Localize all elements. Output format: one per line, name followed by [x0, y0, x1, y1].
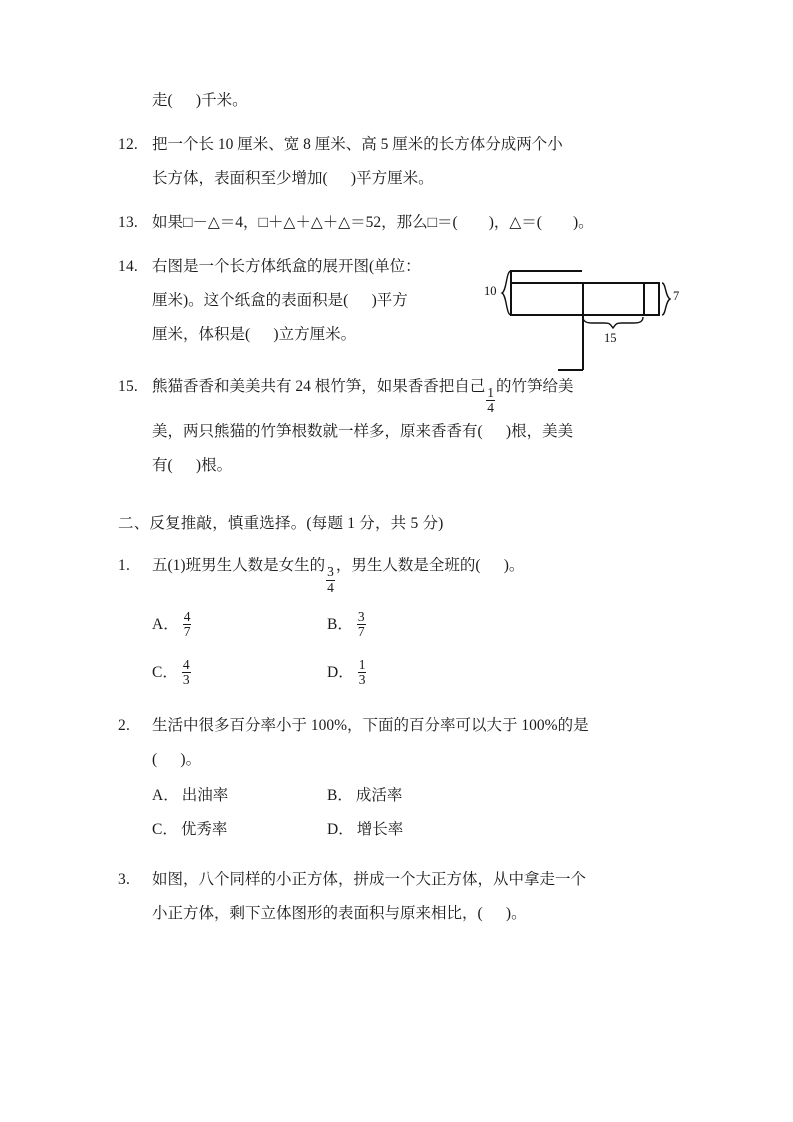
- q14-line3-text-b: )立方厘米。: [273, 326, 357, 343]
- spacer: [118, 198, 680, 206]
- s2q2-choice-b-key: B．: [327, 786, 353, 804]
- s2q2-line2-text-a: (: [152, 750, 158, 768]
- q13-blank-1[interactable]: [458, 206, 489, 240]
- figure-divider-right: [643, 282, 645, 315]
- s2q2-line-2: [152, 743, 680, 777]
- s2q3-line-1: 如图，八个同样的小正方体，拼成一个大正方体，从中拿走一个: [152, 870, 587, 888]
- s2q1-choice-a-numerator: 4: [183, 609, 191, 625]
- q15-line3-text-b: )根。: [195, 457, 233, 475]
- q12-line-2: [152, 162, 680, 196]
- s2q2-choice-c-label: 优秀率: [180, 820, 228, 838]
- q15-line-3: [152, 449, 680, 483]
- s2q3-body: [152, 863, 680, 931]
- figure-label-height-left: 10: [484, 284, 497, 298]
- s2q1-choice-b[interactable]: [327, 605, 502, 645]
- s2q3-blank[interactable]: [483, 897, 506, 931]
- page-content: [118, 84, 680, 933]
- s2q2-line-1: 生活中很多百分率小于 100%，下面的百分率可以大于 100%的是: [152, 716, 589, 734]
- q15-line1-text-a: 熊猫香香和美美共有 24 根竹笋，如果香香把自己: [152, 378, 486, 395]
- q12-blank[interactable]: [328, 162, 351, 196]
- s2q1-choice-d[interactable]: [327, 653, 502, 693]
- s2q1-fraction-three-quarters: [326, 565, 335, 594]
- s2q3-line-2: [152, 897, 680, 931]
- s2q3-line2-text-a: 小正方体，剩下立体图形的表面积与原来相比，(: [152, 904, 483, 922]
- s2q1-line-1: [152, 549, 680, 594]
- figure-bottom-brace-icon: [582, 316, 644, 329]
- spacer: [118, 485, 680, 507]
- s2q2-choice-b-label: 成活率: [355, 786, 403, 804]
- s2q1-choice-b-numerator: 3: [357, 609, 365, 625]
- s2q2-choice-d-label: 增长率: [356, 820, 404, 838]
- q12-line2-text-b: )平方厘米。: [350, 170, 434, 187]
- s2q2-choices-row-2: [152, 813, 680, 847]
- q14-blank-volume[interactable]: [250, 318, 273, 352]
- question-12: [118, 128, 680, 196]
- q15-frac-numerator: 1: [487, 385, 495, 401]
- s2q1-frac-denominator: 4: [327, 579, 334, 595]
- q15-body: [152, 370, 680, 483]
- s2q1-number: 1.: [118, 557, 131, 575]
- s2q3-number: 3.: [118, 870, 131, 888]
- q13-line-1: [152, 206, 680, 240]
- q13-text-a: 如果□－△＝4，□＋△＋△＋△＝52，那么□＝(: [152, 214, 458, 231]
- spacer: [118, 847, 680, 863]
- s2q2-choice-c-key: C．: [152, 820, 178, 838]
- s2q1-choice-a[interactable]: [152, 605, 327, 645]
- s2q1-text-a: 五(1)班男生人数是女生的: [152, 557, 326, 575]
- section-two-heading: 二、反复推敲，慎重选择。(每题 1 分，共 5 分): [118, 515, 444, 533]
- s2q1-choice-c-fraction: [182, 658, 191, 687]
- q14-blank-surface-area[interactable]: [348, 284, 371, 318]
- q14-line2-text-b: )平方: [371, 292, 408, 309]
- q12-number: 12.: [118, 136, 138, 153]
- s2q1-choice-b-key: B．: [327, 615, 353, 633]
- q11-suffix: )千米。: [195, 92, 248, 109]
- s2q2-choice-a[interactable]: [152, 779, 327, 813]
- q15-line3-text-a: 有(: [152, 457, 173, 475]
- q12-line2-text-a: 长方体，表面积至少增加(: [152, 170, 328, 187]
- s2q2-line2-text-b: )。: [180, 750, 202, 768]
- q13-blank-2[interactable]: [542, 206, 573, 240]
- s2q2-choice-c[interactable]: [152, 813, 327, 847]
- q14-number: 14.: [118, 258, 138, 275]
- s2q1-choice-c-numerator: 4: [182, 657, 190, 673]
- question-13: [118, 206, 680, 240]
- figure-label-depth-right: 7: [673, 289, 680, 303]
- figure-top-flap-line: [510, 270, 582, 272]
- q13-text-c: )。: [572, 214, 594, 231]
- q13-number: 13.: [118, 214, 138, 231]
- spacer: [118, 597, 680, 605]
- q12-line-1: 把一个长 10 厘米、宽 8 厘米、高 5 厘米的长方体分成两个小: [152, 136, 563, 153]
- question-15: [118, 370, 680, 483]
- s2q1-choice-b-denominator: 7: [357, 624, 365, 640]
- figure-label-width-bottom: 15: [604, 331, 617, 345]
- q13-text-b: )，△＝(: [488, 214, 542, 231]
- s2q1-choice-c-denominator: 3: [182, 672, 190, 688]
- question-11-continuation: [118, 84, 680, 118]
- section2-question-1: [118, 549, 680, 594]
- section2-question-2: [118, 709, 680, 777]
- figure-divider-middle: [582, 282, 584, 315]
- s2q1-choice-d-fraction: [358, 658, 367, 687]
- q11-tail-line: [152, 84, 680, 118]
- q14-line2-text-a: 厘米)。这个纸盒的表面积是(: [152, 292, 349, 309]
- q14-line3-text-a: 厘米，体积是(: [152, 326, 251, 343]
- figure-rect-top-edge: [510, 282, 660, 284]
- s2q3-line2-text-b: )。: [505, 904, 527, 922]
- q12-body: [152, 128, 680, 196]
- s2q1-choice-a-denominator: 7: [183, 624, 191, 640]
- q13-body: [152, 206, 680, 240]
- q15-fraction-one-quarter: [486, 386, 495, 415]
- s2q1-choice-b-fraction: [357, 610, 366, 639]
- s2q2-body: [152, 709, 680, 777]
- s2q1-choice-d-numerator: 1: [358, 657, 366, 673]
- q15-number: 15.: [118, 378, 138, 395]
- box-net-figure: [484, 268, 688, 386]
- s2q1-text-c: )。: [503, 557, 525, 575]
- figure-bottom-flap-horizontal: [558, 369, 583, 371]
- q14-line-1: 右图是一个长方体纸盒的展开图(单位：: [152, 258, 421, 275]
- s2q1-choice-c-key: C．: [152, 663, 178, 681]
- spacer: [118, 120, 680, 128]
- s2q2-choice-d[interactable]: [327, 813, 502, 847]
- s2q1-choices-row-2: [152, 653, 680, 693]
- s2q2-choice-b[interactable]: [327, 779, 502, 813]
- section2-question-3: [118, 863, 680, 931]
- q15-line1-text-b: 的竹笋给美: [496, 378, 574, 395]
- s2q1-choice-a-fraction: [183, 610, 192, 639]
- s2q1-choice-c[interactable]: [152, 653, 327, 693]
- spacer: [118, 541, 680, 549]
- s2q2-choices-row-1: [152, 779, 680, 813]
- q15-blank-xiangxiang[interactable]: [483, 415, 506, 449]
- q15-line-2: [152, 415, 680, 449]
- s2q1-text-b: ，男生人数是全班的(: [335, 557, 481, 575]
- s2q1-frac-numerator: 3: [327, 564, 334, 580]
- spacer: [118, 242, 680, 250]
- q15-line2-text-b: )根，美美: [505, 423, 574, 441]
- s2q2-choice-a-key: A．: [152, 786, 179, 804]
- q15-blank-meimei[interactable]: [173, 449, 196, 483]
- s2q2-choice-d-key: D．: [327, 820, 354, 838]
- s2q2-choice-a-label: 出油率: [181, 786, 229, 804]
- s2q1-choice-d-key: D．: [327, 663, 354, 681]
- s2q2-number: 2.: [118, 716, 131, 734]
- spacer: [118, 693, 680, 709]
- q15-frac-denominator: 4: [487, 400, 495, 416]
- s2q1-blank[interactable]: [481, 549, 504, 583]
- figure-right-brace-icon: [661, 282, 672, 316]
- figure-rect-right-edge: [658, 282, 660, 315]
- s2q1-body: [152, 549, 680, 594]
- q15-line2-text-a: 美，两只熊猫的竹笋根数就一样多，原来香香有(: [152, 423, 483, 441]
- s2q1-choices-row-1: [152, 605, 680, 645]
- q11-body: [152, 84, 680, 118]
- q11-prefix: 走(: [152, 92, 173, 109]
- q11-blank[interactable]: [173, 84, 196, 118]
- s2q2-blank[interactable]: [157, 743, 180, 777]
- s2q1-choice-a-key: A．: [152, 615, 179, 633]
- figure-left-brace-icon: [500, 270, 512, 316]
- s2q1-choice-d-denominator: 3: [358, 672, 366, 688]
- spacer: [118, 645, 680, 653]
